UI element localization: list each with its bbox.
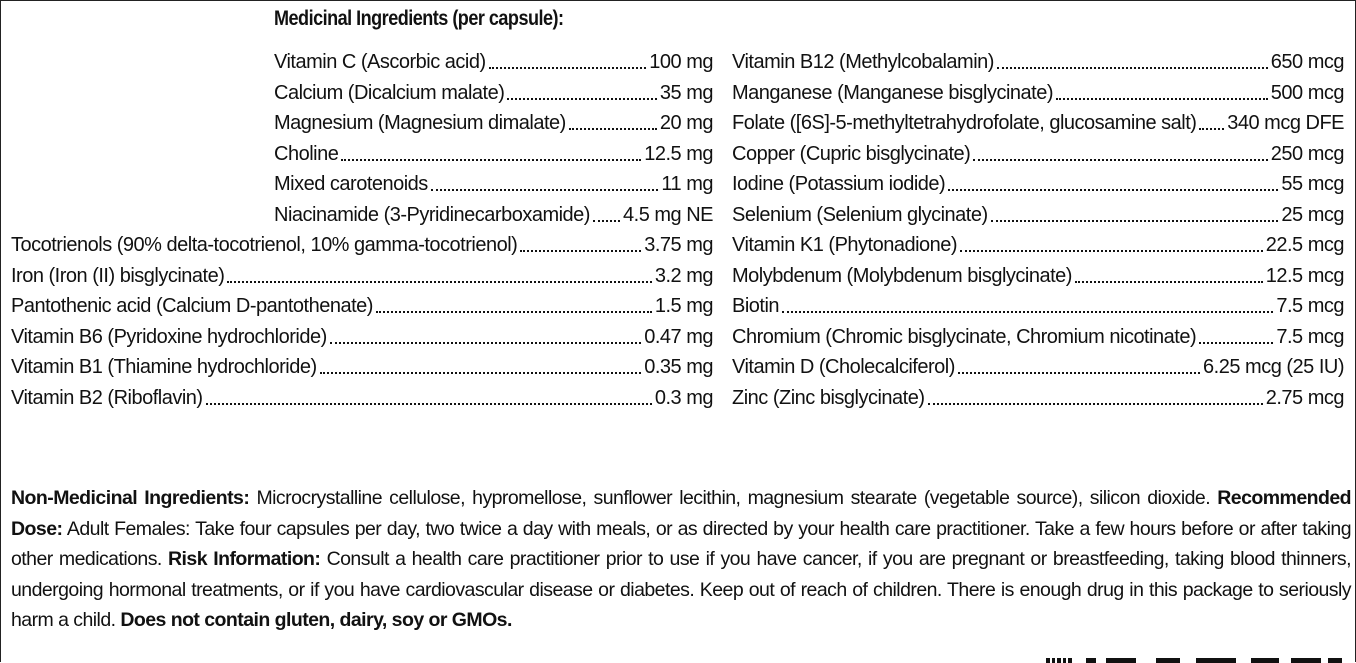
ingredient-name: Vitamin K1 (Phytonadione) — [732, 234, 958, 256]
ingredient-amount: 2.75 mcg — [1265, 386, 1344, 409]
ingredient-row — [732, 76, 1344, 106]
dot-leader — [206, 403, 652, 405]
ingredient-name: Chromium (Chromic bisglycinate, Chromium nicotinate) — [732, 325, 1197, 348]
dot-leader — [928, 403, 1263, 405]
ingredient-row — [11, 228, 713, 258]
ingredient-amount: 12.5 mcg — [1265, 264, 1344, 287]
dot-leader — [489, 67, 647, 69]
risk-information-text: Consult a health care practitioner prior to use if you have cancer, if you are pregnant or breastfeeding, taking blood thinners, undergoing hormonal treatments, or if you have cardiovascular disease or diabetes. Keep out of reach of children. There is enough drug in this package to seriously harm a child. — [11, 548, 1351, 631]
ingredient-name: Molybdenum (Molybdenum bisglycinate) — [732, 264, 1072, 287]
non-medicinal-label: Non-Medicinal Ingredients: — [11, 487, 250, 509]
ingredient-amount: 7.5 mcg — [1276, 325, 1344, 348]
dot-leader — [227, 281, 651, 283]
ingredient-amount: 55 mcg — [1281, 173, 1344, 195]
risk-information-label: Risk Information: — [168, 548, 321, 570]
ingredient-amount: 0.3 mg — [654, 386, 713, 409]
ingredient-row — [274, 198, 713, 228]
ingredient-amount: 22.5 mcg — [1265, 234, 1344, 256]
ingredient-amount: 650 mcg — [1270, 51, 1344, 73]
dot-leader — [376, 311, 652, 313]
ingredient-amount: 4.5 mg NE — [623, 203, 713, 226]
ingredient-row — [274, 45, 713, 75]
ingredient-name: Iodine (Potassium iodide) — [732, 173, 946, 195]
dot-leader — [593, 220, 620, 222]
ingredient-row — [274, 76, 713, 106]
label-paragraph — [11, 483, 1351, 636]
ingredient-row — [732, 350, 1344, 380]
ingredient-name: Pantothenic acid (Calcium D-pantothenate) — [11, 295, 373, 317]
ingredient-name: Vitamin B1 (Thiamine hydrochloride) — [11, 356, 317, 378]
ingredient-row — [274, 167, 713, 197]
dot-leader — [431, 189, 659, 191]
ingredient-amount: 25 mcg — [1281, 203, 1344, 226]
ingredient-name: Vitamin C (Ascorbic acid) — [274, 51, 486, 73]
ingredient-amount: 12.5 mg — [644, 142, 713, 165]
ingredient-name: Calcium (Dicalcium malate) — [274, 81, 505, 104]
ingredient-amount: 100 mg — [649, 51, 713, 73]
dot-leader — [1199, 342, 1273, 344]
ingredient-name: Folate ([6S]-5-methyltetrahydrofolate, glucosamine salt) — [732, 112, 1197, 134]
ingredient-amount: 0.35 mg — [644, 356, 713, 378]
dot-leader — [958, 372, 1200, 374]
ingredient-row — [11, 350, 713, 380]
dot-leader — [1199, 128, 1224, 130]
dot-leader — [507, 98, 657, 100]
ingredient-amount: 3.2 mg — [654, 264, 713, 287]
ingredient-name: Copper (Cupric bisglycinate) — [732, 142, 971, 165]
ingredient-name: Zinc (Zinc bisglycinate) — [732, 386, 925, 409]
ingredient-row — [11, 289, 713, 319]
dot-leader — [341, 159, 641, 161]
ingredient-amount: 0.47 mg — [644, 325, 713, 348]
ingredient-name: Magnesium (Magnesium dimalate) — [274, 112, 566, 134]
ingredient-row — [732, 320, 1344, 350]
ingredient-name: Vitamin D (Cholecalciferol) — [732, 356, 955, 378]
ingredient-name: Mixed carotenoids — [274, 173, 428, 195]
dot-leader — [960, 250, 1263, 252]
ingredient-amount: 6.25 mcg (25 IU) — [1203, 356, 1344, 378]
ingredient-amount: 500 mcg — [1270, 81, 1344, 104]
ingredient-name: Selenium (Selenium glycinate) — [732, 203, 988, 226]
recommended-dose-text: Adult Females: Take four capsules per day, two twice a day with meals, or as directed by your health care practitioner. Take a few hours before or after taking other medications. — [11, 517, 1351, 570]
dot-leader — [997, 67, 1268, 69]
ingredient-row — [11, 259, 713, 289]
dot-leader — [1075, 281, 1263, 283]
ingredient-amount: 35 mg — [659, 81, 713, 104]
dot-leader — [569, 128, 657, 130]
ingredient-row — [732, 106, 1344, 136]
allergen-statement: Does not contain gluten, dairy, soy or GMOs. — [120, 609, 512, 631]
ingredient-name: Tocotrienols (90% delta-tocotrienol, 10% gamma-tocotrienol) — [11, 234, 518, 256]
ingredient-row — [732, 259, 1344, 289]
ingredient-row — [274, 137, 713, 167]
ingredient-amount: 11 mg — [661, 173, 713, 195]
ingredient-row — [11, 320, 713, 350]
ingredient-name: Niacinamide (3-Pyridinecarboxamide) — [274, 203, 590, 226]
ingredient-name: Vitamin B2 (Riboflavin) — [11, 386, 203, 409]
dot-leader — [320, 372, 642, 374]
ingredient-name: Vitamin B6 (Pyridoxine hydrochloride) — [11, 325, 327, 348]
recommended-dose-label: Recommended Dose: — [11, 487, 1352, 540]
ingredient-row — [732, 45, 1344, 75]
ingredient-amount: 250 mcg — [1270, 142, 1344, 165]
dot-leader — [330, 342, 642, 344]
dot-leader — [948, 189, 1278, 191]
ingredient-row — [732, 289, 1344, 319]
ingredient-amount: 3.75 mg — [644, 234, 713, 256]
dot-leader — [782, 311, 1273, 313]
ingredient-row — [732, 381, 1344, 411]
dot-leader — [991, 220, 1279, 222]
ingredient-amount: 20 mg — [659, 112, 713, 134]
ingredient-row — [732, 167, 1344, 197]
medicinal-ingredients-heading: Medicinal Ingredients (per capsule): — [274, 7, 564, 30]
ingredient-row — [274, 106, 713, 136]
ingredient-amount: 1.5 mg — [654, 295, 713, 317]
ingredient-row — [732, 228, 1344, 258]
ingredient-name: Biotin — [732, 295, 780, 317]
non-medicinal-text: Microcrystalline cellulose, hypromellose, sunflower lecithin, magnesium stearate (vegetable source), silicon dioxide. — [249, 487, 1218, 509]
ingredient-name: Choline — [274, 142, 339, 165]
ingredient-row — [732, 137, 1344, 167]
ingredient-amount: 7.5 mcg — [1276, 295, 1344, 317]
ingredient-row — [11, 381, 713, 411]
dot-leader — [1056, 98, 1268, 100]
ingredient-name: Manganese (Manganese bisglycinate) — [732, 81, 1053, 104]
ingredient-name: Vitamin B12 (Methylcobalamin) — [732, 51, 994, 73]
dot-leader — [973, 159, 1267, 161]
ingredient-amount: 340 mcg DFE — [1227, 112, 1344, 134]
dot-leader — [520, 250, 641, 252]
ingredient-name: Iron (Iron (II) bisglycinate) — [11, 264, 225, 287]
ingredient-row — [732, 198, 1344, 228]
